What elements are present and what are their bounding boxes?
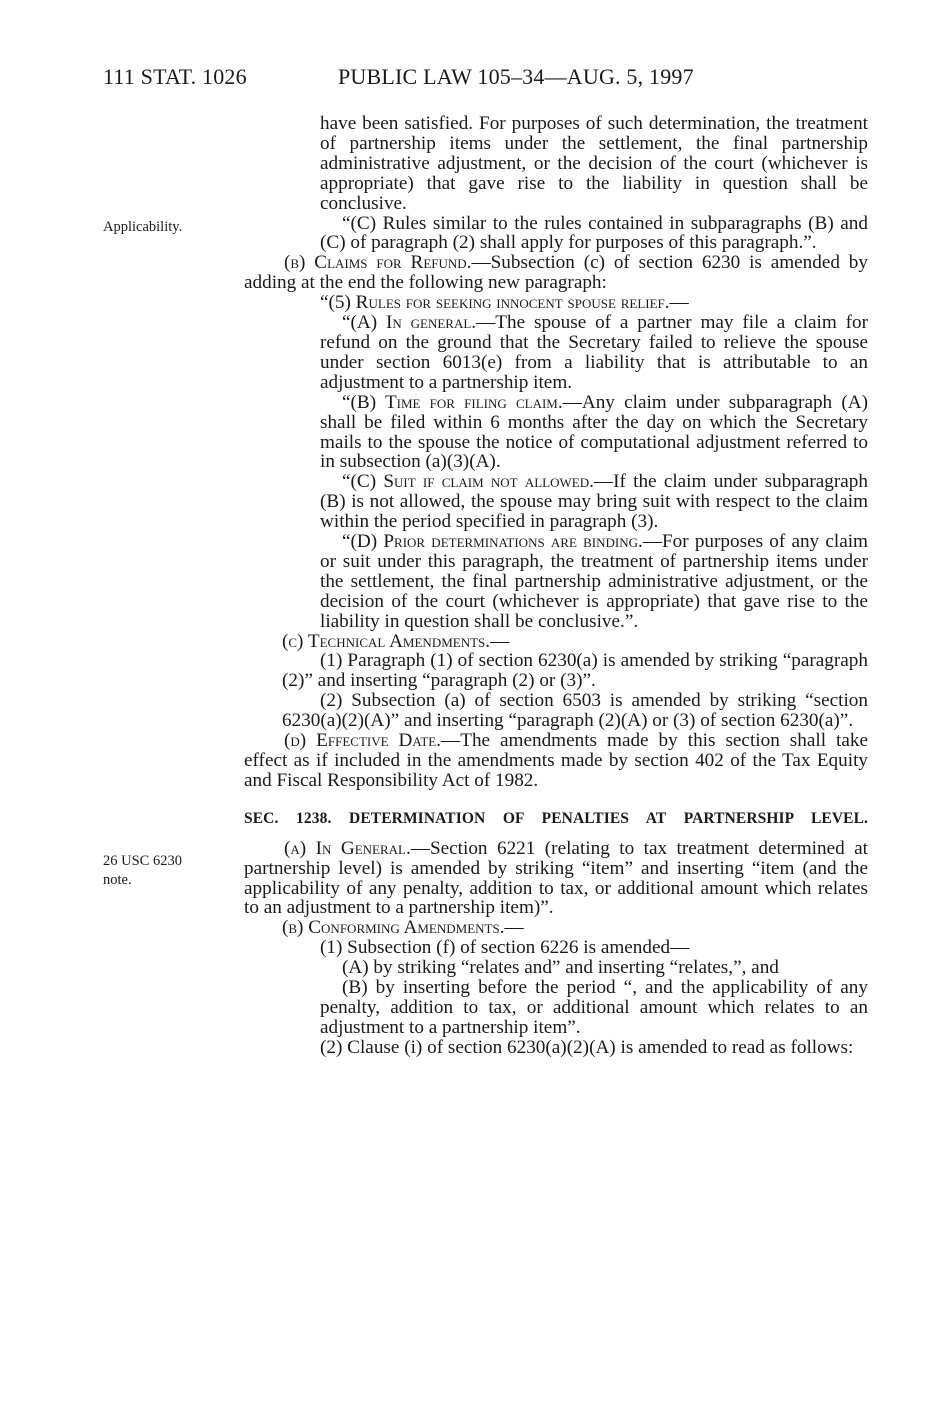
paragraph-conforming-1a: (A) by striking “relates and” and inserting “relates,”, and: [342, 957, 779, 979]
paragraph-innocent-spouse: “(5) Rules for seeking innocent spouse relief.—: [320, 292, 689, 314]
text-prior-determinations: —For purposes of any claim or suit under this paragraph, the treatment of partnership items under the settlement, the final partnership administrative adjustment, or the decision of the court (whichever is appropriate) that gave rise to the liability in question shall be conclusive.”.: [320, 531, 868, 632]
paragraph-conforming-2: (2) Clause (i) of section 6230(a)(2)(A) is amended to read as follows:: [320, 1036, 854, 1058]
paragraph-technical-1: (1) Paragraph (1) of section 6230(a) is amended by striking “paragraph (2)” and inserting “paragraph (2) or (3)”.: [282, 650, 868, 692]
heading-sec-a: (a) In General.: [284, 837, 411, 859]
heading-prior-determinations: “(D) Prior determinations are binding.: [342, 531, 643, 553]
section-heading: SEC. 1238. DETERMINATION OF PENALTIES AT PARTNERSHIP LEVEL.: [244, 809, 868, 827]
paragraph-prior-determinations: [320, 532, 868, 632]
paragraph-time-for-filing: [320, 393, 868, 473]
text-effective-date: —The amendments made by this section shall take effect as if included in the amendments made by section 402 of the Tax Equity and Fiscal Responsibility Act of 1982.: [244, 730, 868, 791]
text-in-general: —The spouse of a partner may file a claim for refund on the ground that the Secretary failed to relieve the spouse under section 6013(e) from a liability that is attributable to an adjustment to a partnership item.: [320, 312, 868, 393]
heading-time-for-filing: “(B) Time for filing claim.: [342, 391, 563, 413]
heading-claims-for-refund: (b) Claims for Refund.: [284, 252, 472, 274]
paragraph-effective-date: [244, 731, 868, 791]
paragraph-technical-2: (2) Subsection (a) of section 6503 is amended by striking “section 6230(a)(2)(A)” and inserting “paragraph (2)(A) or (3) of section 6230(a)”.: [282, 690, 868, 732]
margin-note-applicability: Applicability.: [103, 219, 183, 235]
text-time-for-filing: —Any claim under subparagraph (A) shall be filed within 6 months after the day on which the Secretary mails to the spouse the notice of computational adjustment referred to in subsection (a)(3)(A).: [320, 391, 868, 473]
heading-suit-if-not-allowed: “(C) Suit if claim not allowed.: [342, 471, 594, 493]
heading-effective-date: (d) Effective Date.: [284, 730, 442, 752]
heading-in-general: “(A) In general.: [342, 312, 477, 334]
text-claims-for-refund: —Subsection (c) of section 6230 is amended by adding at the end the following new paragraph:: [244, 252, 868, 294]
text-sec-a: —Section 6221 (relating to tax treatment determined at partnership level) is amended by striking “item” and inserting “item (and the applicability of any penalty, addition to tax, or additional amount which relates to an adjustment to a partnership item)”.: [244, 837, 869, 919]
paragraph-subpara-c: “(C) Rules similar to the rules contained in subparagraphs (B) and (C) of paragraph (2) shall apply for purposes of this paragraph.”.: [320, 212, 868, 254]
paragraph-conforming-1b: (B) by inserting before the period “, and the applicability of any penalty, addition to tax, or additional amount which relates to an adjustment to a partnership item”.: [320, 977, 868, 1038]
paragraph-sec-a: [244, 839, 868, 919]
paragraph-conforming-amendments: (b) Conforming Amendments.—: [282, 917, 524, 939]
paragraph-technical-amendments: (c) Technical Amendments.—: [282, 630, 510, 652]
paragraph-conforming-1: (1) Subsection (f) of section 6226 is amended—: [320, 937, 690, 959]
paragraph-continuation: have been satisfied. For purposes of such determination, the treatment of partnership items under the settlement, the final partnership administrative adjustment, or the decision of the court (whichever is appropriate) that gave rise to the liability in question shall be conclusive.: [320, 113, 868, 214]
stat-citation: 111 STAT. 1026: [103, 64, 247, 89]
margin-note-usc-line1: 26 USC 6230: [103, 853, 182, 869]
public-law-header: PUBLIC LAW 105–34—AUG. 5, 1997: [338, 64, 694, 89]
paragraph-suit-if-not-allowed: [320, 472, 868, 532]
margin-note-usc-line2: note.: [103, 872, 132, 888]
paragraph-claims-for-refund: [244, 253, 868, 293]
body-text: [0, 114, 949, 1058]
paragraph-in-general: [320, 313, 868, 393]
text-suit-if-not-allowed: —If the claim under subparagraph (B) is not allowed, the spouse may bring suit with respect to the claim within the period specified in paragraph (3).: [320, 471, 868, 533]
